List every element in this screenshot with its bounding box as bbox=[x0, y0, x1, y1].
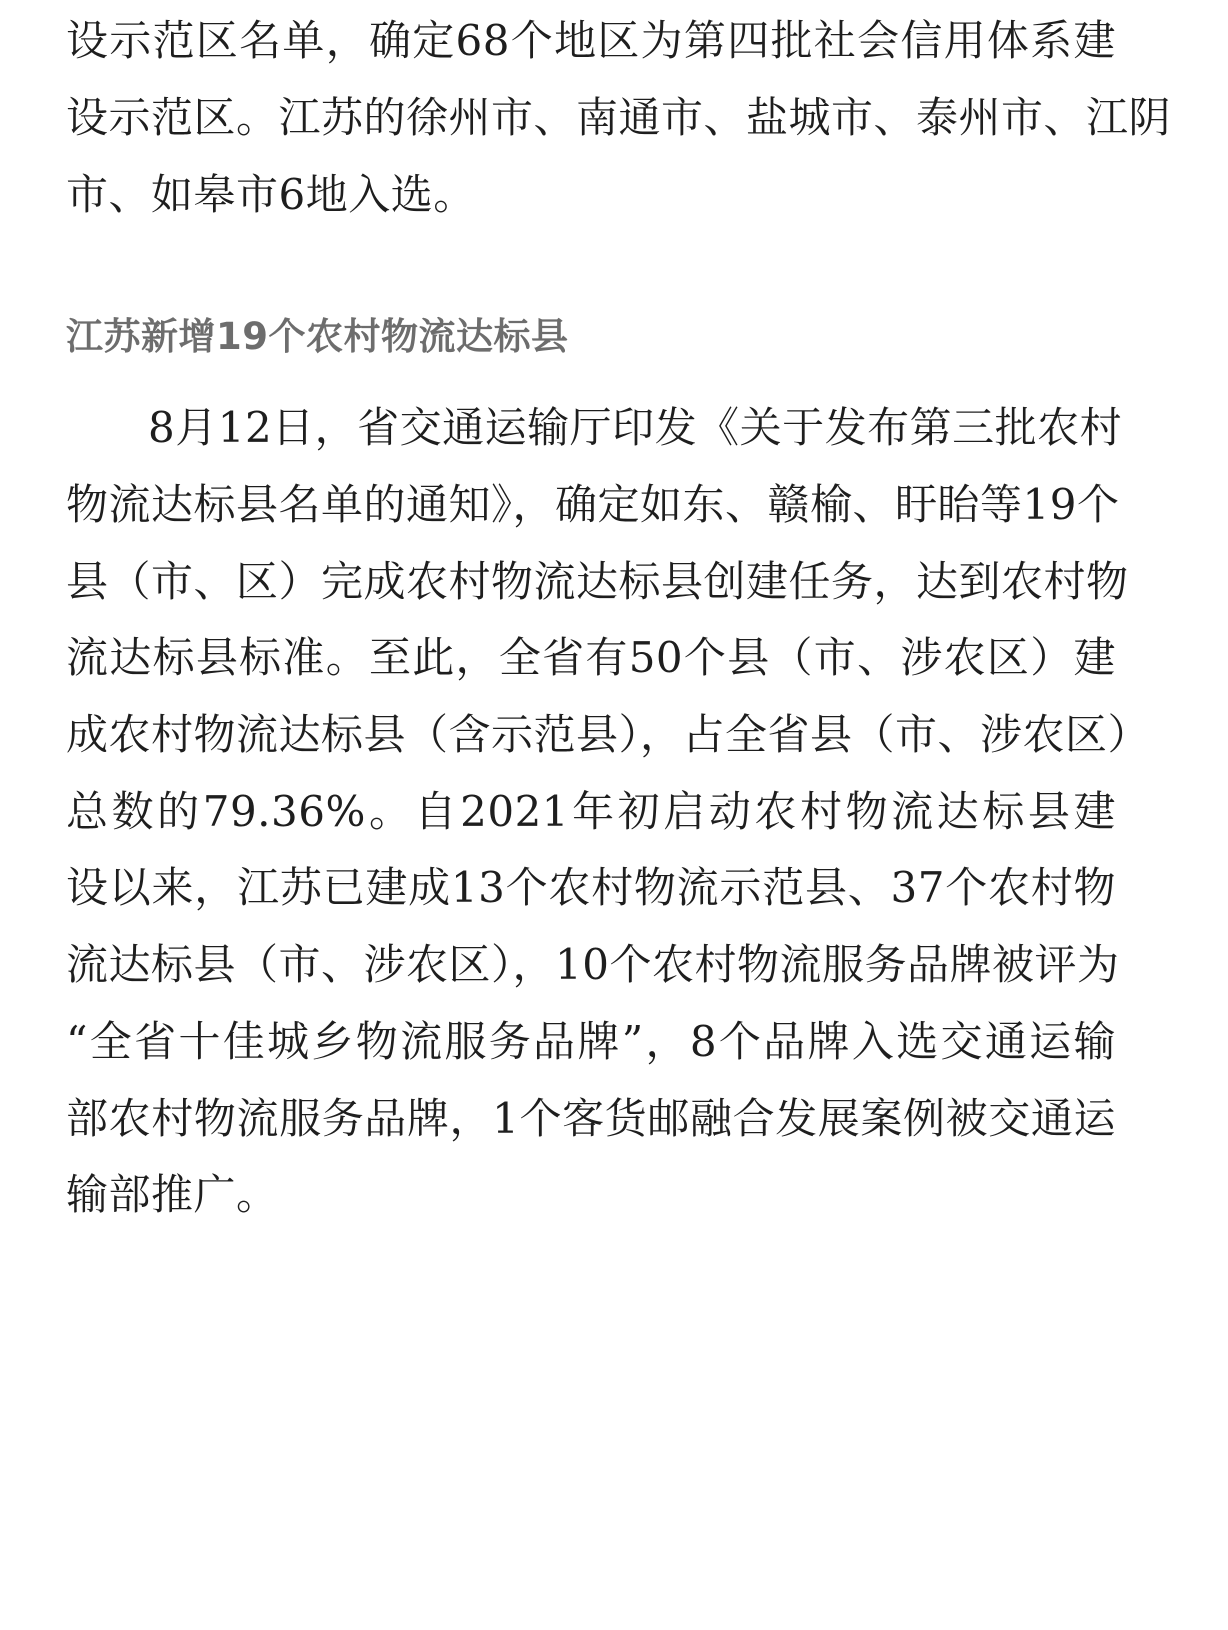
body-text-line: 物流达标县名单的通知》，确定如东、赣榆、盱眙等19个 bbox=[66, 480, 1120, 529]
body-text-line: 县（市、区）完成农村物流达标县创建任务，达到农村物 bbox=[66, 557, 1129, 606]
body-text-line: 总数的79.36%。自2021年初启动农村物流达标县建 bbox=[66, 787, 1116, 836]
section-heading: 江苏新增19个农村物流达标县 bbox=[66, 315, 569, 358]
body-text-line: 输部推广。 bbox=[66, 1170, 279, 1219]
body-text-line: 市、如皋市6地入选。 bbox=[66, 170, 476, 219]
body-text-line: 设以来，江苏已建成13个农村物流示范县、37个农村物 bbox=[66, 863, 1116, 912]
body-text-line: 设示范区名单，确定68个地区为第四批社会信用体系建 bbox=[66, 16, 1116, 65]
body-text-line: 8月12日，省交通运输厅印发《关于发布第三批农村 bbox=[148, 403, 1123, 452]
body-text-line: 流达标县标准。至此，全省有50个县（市、涉农区）建 bbox=[66, 633, 1116, 682]
body-text-line: 部农村物流服务品牌，1个客货邮融合发展案例被交通运 bbox=[66, 1094, 1116, 1143]
body-text-line: 流达标县（市、涉农区），10个农村物流服务品牌被评为 bbox=[66, 940, 1120, 989]
body-text-line: 设示范区。江苏的徐州市、南通市、盐城市、泰州市、江阴 bbox=[66, 93, 1172, 142]
body-text-line: 成农村物流达标县（含示范县），占全省县（市、涉农区） bbox=[66, 710, 1151, 759]
body-text-line: “全省十佳城乡物流服务品牌”，8个品牌入选交通运输 bbox=[66, 1017, 1116, 1066]
